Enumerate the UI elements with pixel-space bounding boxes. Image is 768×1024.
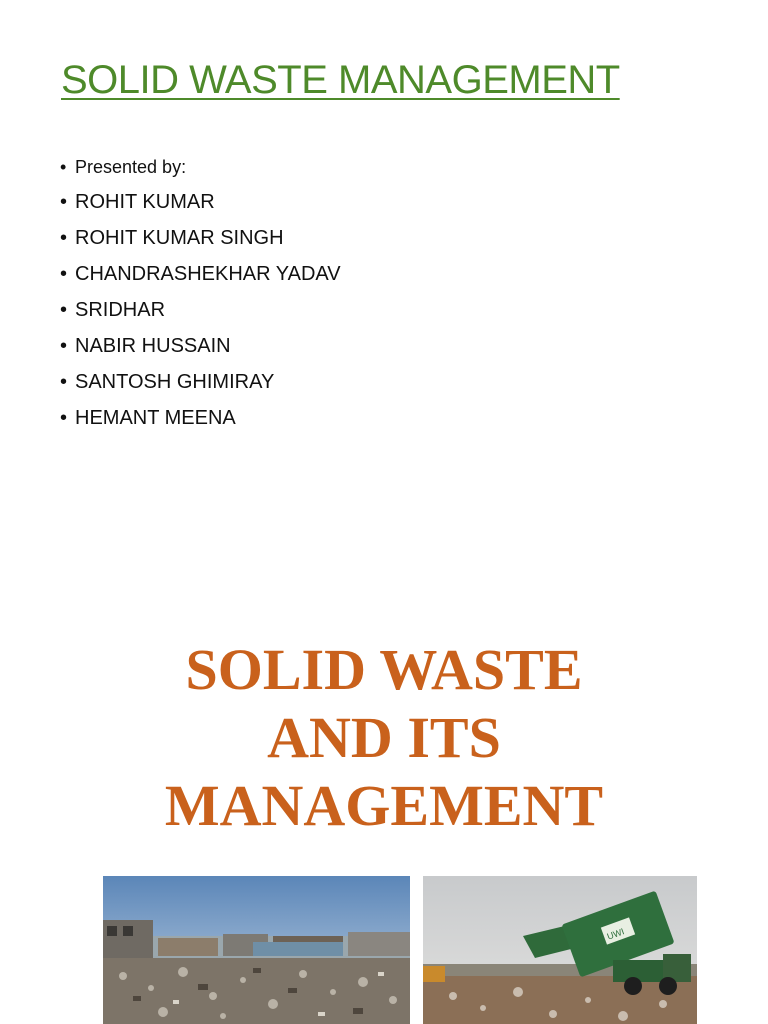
- list-item: [60, 400, 341, 436]
- list-item: [60, 292, 341, 328]
- truck-logo-text: UWI: [605, 926, 626, 942]
- list-item: [60, 184, 341, 220]
- slide-heading: [0, 636, 768, 840]
- heading-line: SOLID WASTE: [185, 637, 583, 702]
- heading-line: MANAGEMENT: [164, 773, 604, 838]
- presenter-name: ROHIT KUMAR: [75, 191, 215, 213]
- list-item: [60, 220, 341, 256]
- presenter-name: HEMANT MEENA: [75, 407, 236, 429]
- presenter-list: [60, 150, 341, 436]
- bullet-icon: •: [60, 227, 68, 249]
- slide-title: SOLID WASTE MANAGEMENT: [61, 58, 620, 102]
- list-item: [60, 150, 341, 184]
- bullet-icon: •: [60, 299, 68, 321]
- bullet-icon: •: [60, 335, 68, 357]
- slide-2: [0, 548, 768, 1024]
- bullet-icon: •: [60, 191, 68, 213]
- bullet-icon: •: [60, 157, 67, 177]
- bullet-icon: •: [60, 371, 68, 393]
- presented-by-label: Presented by:: [75, 157, 187, 177]
- waterfront-garbage-photo: [103, 876, 410, 1024]
- heading-line: AND ITS: [267, 705, 501, 770]
- presenter-name: SRIDHAR: [75, 299, 166, 321]
- presenter-name: ROHIT KUMAR SINGH: [75, 227, 284, 249]
- presenter-name: NABIR HUSSAIN: [75, 335, 231, 357]
- presenter-name: CHANDRASHEKHAR YADAV: [75, 263, 341, 285]
- list-item: [60, 328, 341, 364]
- presenter-name: SANTOSH GHIMIRAY: [75, 371, 275, 393]
- bullet-icon: •: [60, 407, 68, 429]
- bullet-icon: •: [60, 263, 68, 285]
- garbage-truck-dumping-photo: [423, 876, 697, 1024]
- list-item: [60, 364, 341, 400]
- list-item: [60, 256, 341, 292]
